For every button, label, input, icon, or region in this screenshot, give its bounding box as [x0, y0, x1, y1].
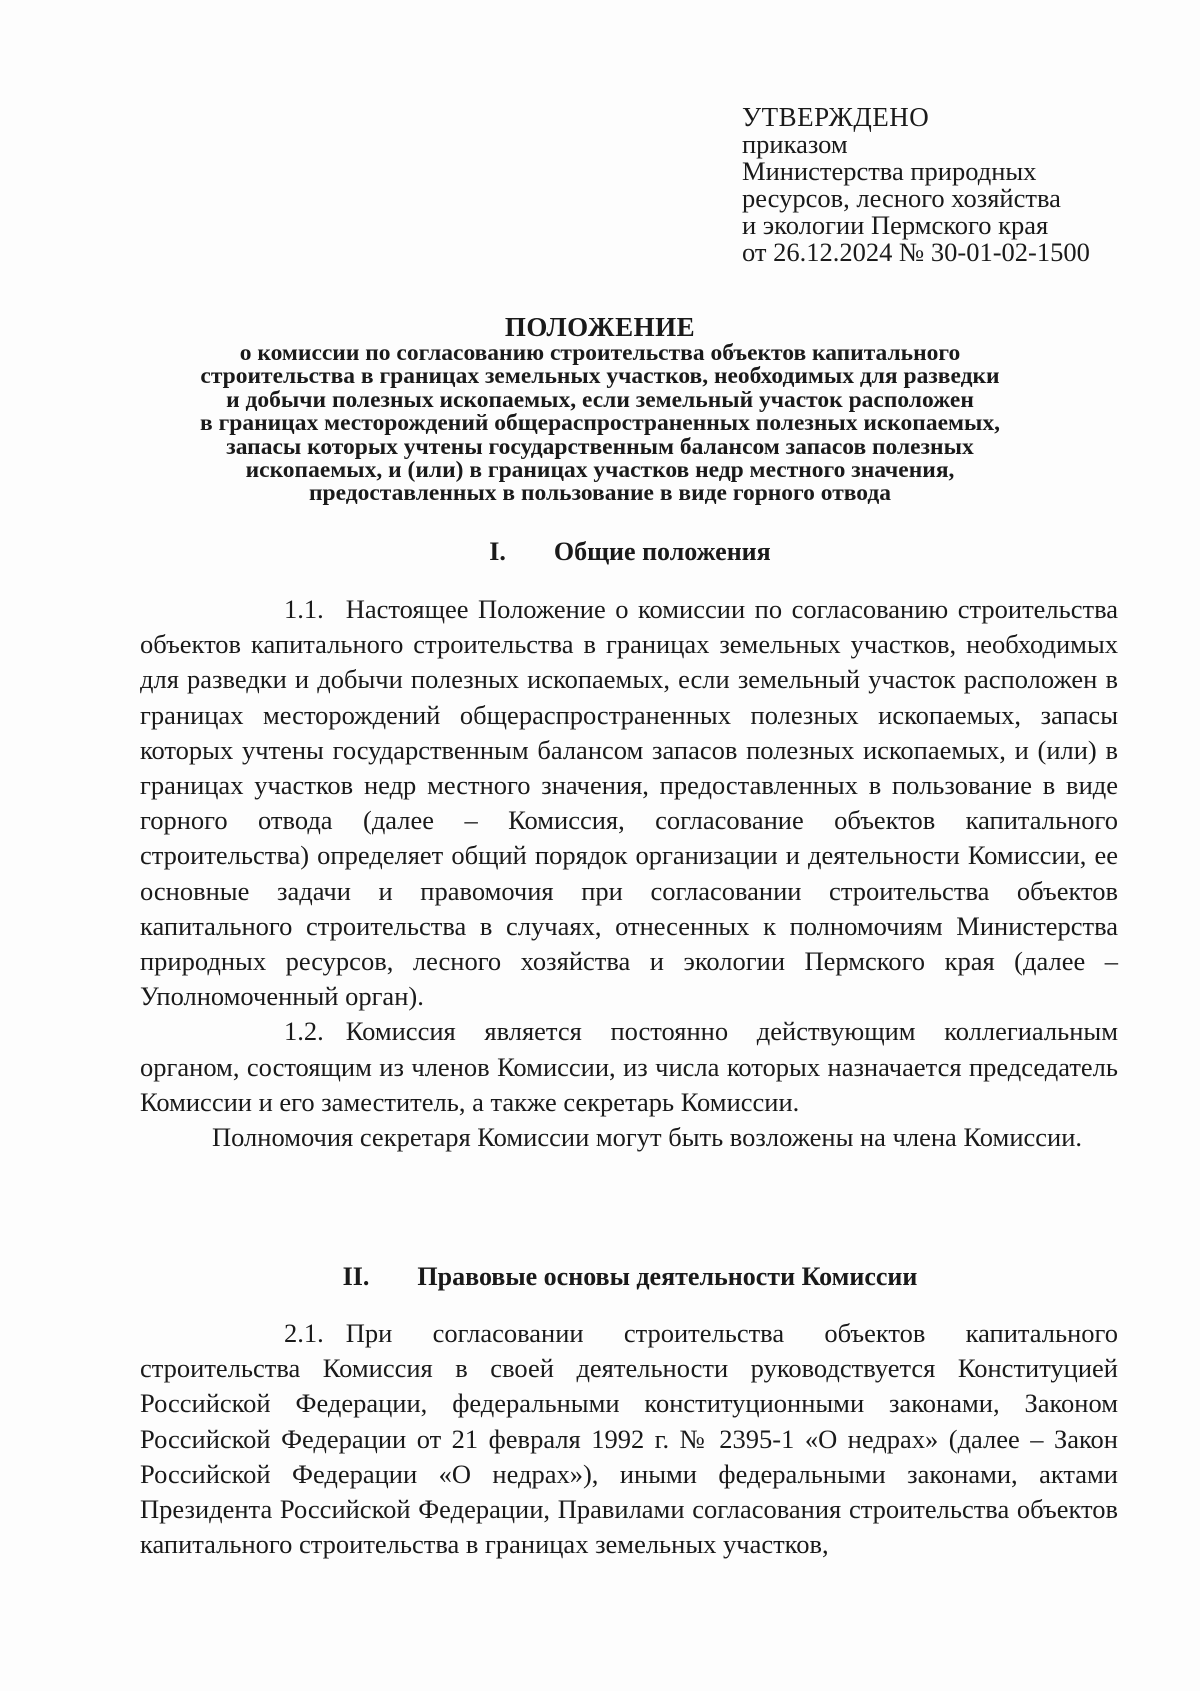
paragraph-text: Настоящее Положение о комиссии по согласованию строительства объектов капитального строительства в границах земельных участков, необходимых для разведки и добычи полезных ископаемых, если земельный участок расположен в границах месторождений общераспространенных полезных ископаемых, запасы которых учтены государственным балансом запасов полезных ископаемых, и (или) в границах участков недр местного значения, предоставленных в пользование в виде горного отвода (далее – Комиссия, согласование объектов капитального строительства) определяет общий порядок организации и деятельности Комиссии, ее основные задачи и правомочия при согласовании строительства объектов капитального строительства в случаях, отнесенных к полномочиям Министерства природных ресурсов, лесного хозяйства и экологии Пермского края (далее – Уполномоченный орган). — [140, 594, 1118, 1012]
paragraph-1-2-continued: Полномочия секретаря Комиссии могут быть возложены на члена Комиссии. — [212, 1122, 1083, 1153]
approval-line: приказом — [742, 129, 848, 159]
paragraph-number: 1.1. — [284, 594, 324, 624]
subtitle-line: запасы которых учтены государственным балансом запасов полезных — [226, 433, 974, 460]
subtitle-line: ископаемых, и (или) в границах участков недр местного значения, — [245, 457, 955, 484]
document-title: ПОЛОЖЕНИЕ — [504, 312, 696, 342]
document-subtitle — [120, 342, 1080, 506]
approval-heading: УТВЕРЖДЕНО — [742, 102, 930, 132]
subtitle-line: строительства в границах земельных участков, необходимых для разведки — [200, 363, 1000, 390]
document-title-block — [120, 313, 1080, 506]
section-title: Общие положения — [553, 537, 771, 566]
subtitle-line: предоставленных в пользование в виде горного отвода — [308, 480, 891, 507]
paragraph-2-1 — [140, 1316, 1118, 1562]
approval-stamp — [742, 104, 1162, 266]
section-title: Правовые основы деятельности Комиссии — [417, 1262, 918, 1291]
paragraph-1-2 — [140, 1014, 1118, 1120]
section-1-heading — [140, 537, 1120, 567]
approval-order-reference: от 26.12.2024 № 30-01-02-1500 — [742, 237, 1090, 267]
paragraph-number: 1.2. — [284, 1016, 324, 1047]
approval-line: ресурсов, лесного хозяйства — [742, 183, 1061, 213]
section-2-body — [140, 1316, 1118, 1562]
approval-line: Министерства природных — [742, 156, 1037, 186]
paragraph-1-1 — [140, 592, 1118, 1014]
section-2-heading — [140, 1262, 1120, 1292]
section-1-body — [140, 592, 1118, 1155]
section-number: II. — [342, 1262, 370, 1291]
paragraph-number: 2.1. — [284, 1318, 324, 1348]
paragraph-text: При согласовании строительства объектов капитального строительства Комиссия в своей деятельности руководствуется Конституцией Российской Федерации, федеральными конституционными законами, Законом Российской Федерации от 21 февраля 1992 г. № 2395-1 «О недрах» (далее – Закон Российской Федерации «О недрах»), иными федеральными законами, актами Президента Российской Федерации, Правилами согласования строительства объектов капитального строительства в границах земельных участков, — [140, 1318, 1118, 1560]
subtitle-line: и добычи полезных ископаемых, если земельный участок расположен — [226, 386, 974, 413]
approval-line: и экологии Пермского края — [742, 210, 1049, 240]
subtitle-line: в границах месторождений общераспространенных полезных ископаемых, — [200, 410, 1000, 437]
paragraph-text: Комиссия является постоянно действующим коллегиальным органом, состоящим из членов Комиссии, из числа которых назначается председатель Комиссии и его заместитель, а также секретарь Комиссии. — [140, 1016, 1118, 1117]
section-number: I. — [489, 537, 506, 566]
subtitle-line: о комиссии по согласованию строительства объектов капитального — [239, 340, 961, 366]
